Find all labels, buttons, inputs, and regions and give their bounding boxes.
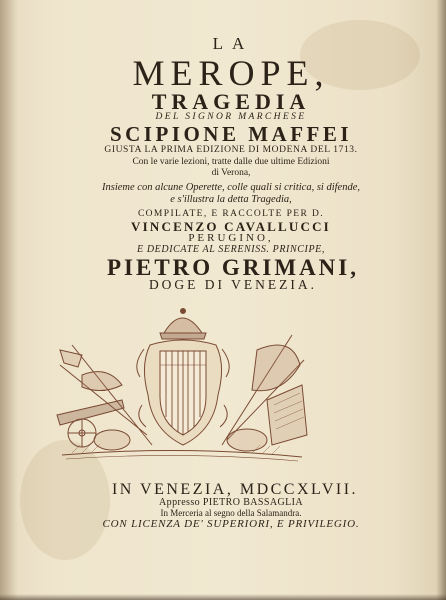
compiler-origin: PERUGINO, [188, 232, 274, 244]
imprint-place-year: IN VENEZIA, MDCCXLVII. [111, 481, 359, 498]
edition-note: GIUSTA LA PRIMA EDIZIONE DI MODENA DEL 1713. [104, 145, 358, 155]
book-title: MEROPE, [132, 53, 330, 93]
dedicatee-title: DOGE DI VENEZIA. [148, 277, 318, 292]
coat-of-arms-vignette-icon [52, 305, 312, 465]
book-subtitle: TRAGEDIA [151, 89, 311, 114]
variants-note-line1: Con le varie lezioni, tratte dalle due ultime Edizioni [132, 157, 330, 167]
author-prefix: DEL SIGNOR MARCHESE [155, 112, 307, 122]
variants-note-line2: di Verona, [211, 168, 251, 178]
printer-address: In Merceria al segno della Salamandra. [160, 508, 302, 518]
page-bottom-edge [0, 594, 446, 600]
dedicatee-name: PIETRO GRIMANI, [106, 255, 359, 280]
works-note-line1: Insieme con alcune Operette, colle quali si critica, si difende, [102, 182, 360, 193]
author-name: SCIPIONE MAFFEI [109, 122, 353, 146]
compiled-by: COMPILATE, E RACCOLTE PER D. [137, 209, 325, 219]
works-note-line2: e s'illustra la detta Tragedia, [170, 194, 292, 205]
dedication-line: E DEDICATE AL SERENISS. PRINCIPE, [137, 244, 325, 255]
printer-name: Appresso PIETRO BASSAGLIA [159, 497, 303, 508]
title-article: LA [212, 34, 254, 53]
compiler-name: VINCENZO CAVALLUCCI [131, 219, 331, 234]
license-line: CON LICENZA DE' SUPERIORI, E PRIVILEGIO. [102, 518, 360, 530]
